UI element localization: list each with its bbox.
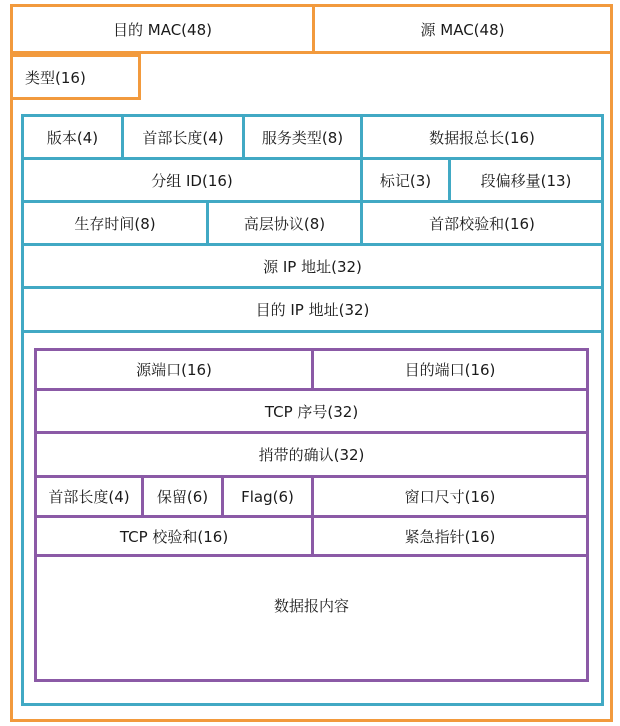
- type-field: 类型(16): [10, 54, 141, 100]
- ip-total-length-field: 数据报总长(16): [360, 114, 604, 160]
- tcp-urgent-pointer-field: 紧急指针(16): [311, 515, 589, 557]
- tcp-src-port-field: 源端口(16): [34, 348, 314, 391]
- ip-ttl-field: 生存时间(8): [21, 200, 209, 246]
- tcp-reserved-field: 保留(6): [141, 475, 224, 518]
- ip-flags-field: 标记(3): [360, 157, 451, 203]
- ip-header-length-field: 首部长度(4): [121, 114, 245, 160]
- ip-dest-address-field: 目的 IP 地址(32): [21, 286, 604, 333]
- tcp-dest-port-field: 目的端口(16): [311, 348, 589, 391]
- ip-group-id-field: 分组 ID(16): [21, 157, 363, 203]
- tcp-sequence-field: TCP 序号(32): [34, 388, 589, 434]
- ip-checksum-field: 首部校验和(16): [360, 200, 604, 246]
- src-mac-field: 源 MAC(48): [312, 4, 613, 54]
- dest-mac-field: 目的 MAC(48): [10, 4, 315, 54]
- ip-fragment-offset-field: 段偏移量(13): [448, 157, 604, 203]
- ip-protocol-field: 高层协议(8): [206, 200, 363, 246]
- tcp-flag-field: Flag(6): [221, 475, 314, 518]
- tcp-window-field: 窗口尺寸(16): [311, 475, 589, 518]
- tcp-header-length-field: 首部长度(4): [34, 475, 144, 518]
- tcp-ack-field: 捎带的确认(32): [34, 431, 589, 478]
- ip-service-type-field: 服务类型(8): [242, 114, 363, 160]
- tcp-payload-field: 数据报内容: [34, 554, 589, 682]
- tcp-checksum-field: TCP 校验和(16): [34, 515, 314, 557]
- ip-src-address-field: 源 IP 地址(32): [21, 243, 604, 289]
- ip-version-field: 版本(4): [21, 114, 124, 160]
